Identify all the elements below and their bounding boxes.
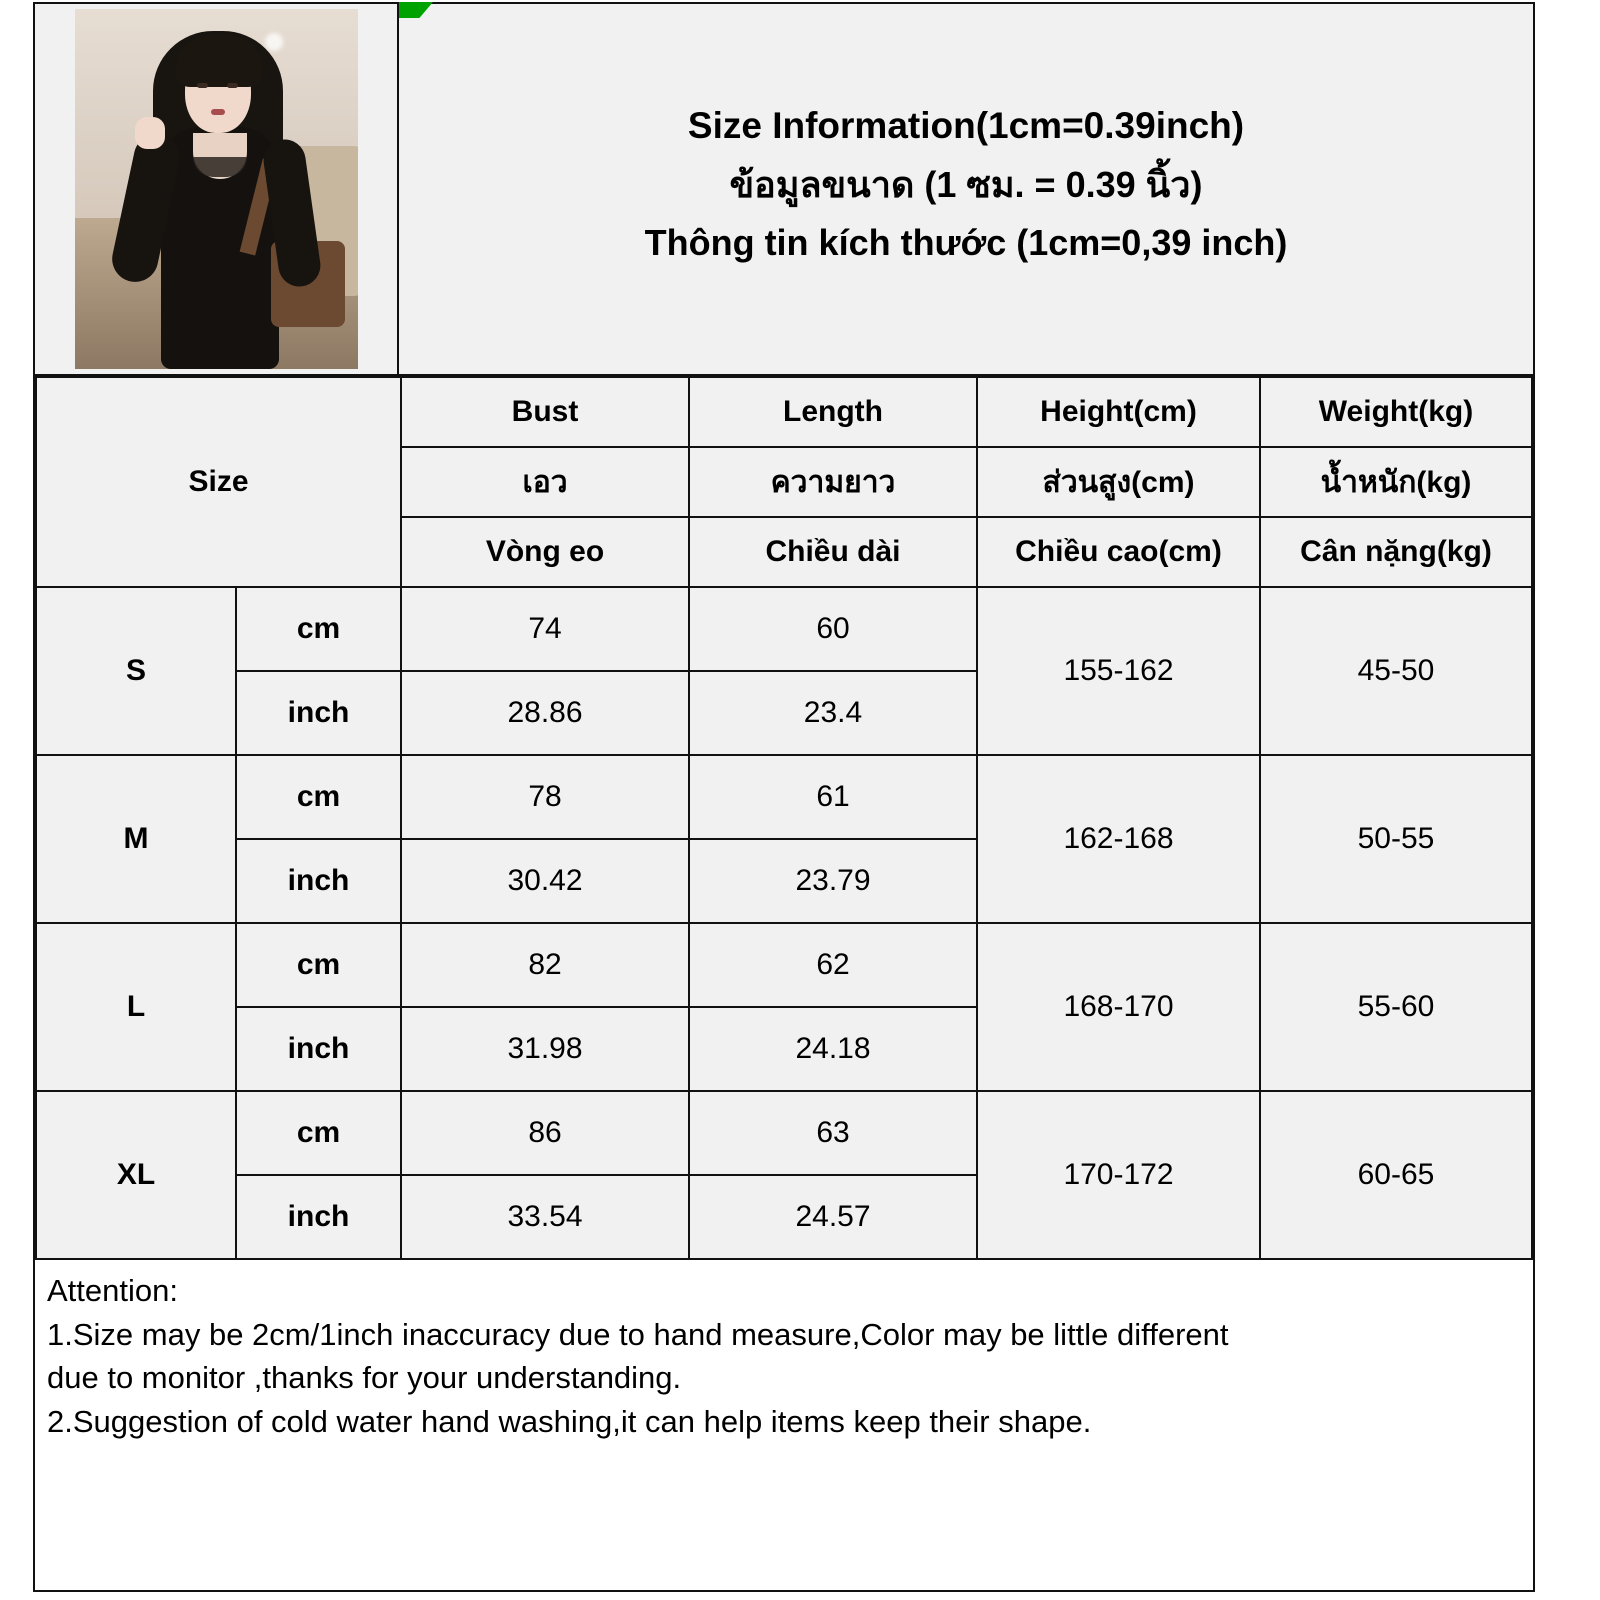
- attention-heading: Attention:: [47, 1273, 178, 1308]
- title-line-th: ข้อมูลขนาด (1 ซม. = 0.39 นิ้ว): [729, 163, 1203, 205]
- row-size-s: S: [36, 587, 236, 755]
- weight-l: 55-60: [1260, 923, 1532, 1091]
- row-size-l: L: [36, 923, 236, 1091]
- height-l: 168-170: [977, 923, 1260, 1091]
- photo-model-eye-left: [197, 83, 208, 88]
- header-length-th: ความยาว: [689, 447, 977, 517]
- length-inch-s: 23.4: [689, 671, 977, 755]
- weight-m: 50-55: [1260, 755, 1532, 923]
- row-size-xl: XL: [36, 1091, 236, 1259]
- photo-light-glow: [265, 33, 283, 51]
- row-size-m: M: [36, 755, 236, 923]
- table-row: [36, 755, 1532, 839]
- photo-model-lips: [211, 109, 225, 115]
- attention-line-3: 2.Suggestion of cold water hand washing,it can help items keep their shape.: [47, 1403, 1092, 1439]
- bust-inch-s: 28.86: [401, 671, 689, 755]
- photo-model-hair-front: [175, 35, 263, 87]
- product-photo-cell: [35, 4, 399, 374]
- header-bust-en: Bust: [401, 377, 689, 447]
- green-corner-mark: [399, 2, 433, 18]
- header-size-label: Size: [36, 377, 401, 587]
- height-s: 155-162: [977, 587, 1260, 755]
- size-chart-sheet: [33, 2, 1535, 1592]
- bust-cm-s: 74: [401, 587, 689, 671]
- bust-cm-xl: 86: [401, 1091, 689, 1175]
- length-cm-l: 62: [689, 923, 977, 1007]
- header-weight-en: Weight(kg): [1260, 377, 1532, 447]
- header-length-en: Length: [689, 377, 977, 447]
- table-row: [36, 587, 1532, 671]
- unit-cm-m: cm: [236, 755, 401, 839]
- length-cm-xl: 63: [689, 1091, 977, 1175]
- unit-cm-xl: cm: [236, 1091, 401, 1175]
- header-bust-th: เอว: [401, 447, 689, 517]
- header-height-th: ส่วนสูง(cm): [977, 447, 1260, 517]
- photo-model-eye-right: [227, 83, 238, 88]
- unit-inch-s: inch: [236, 671, 401, 755]
- unit-cm-l: cm: [236, 923, 401, 1007]
- attention-block: [35, 1260, 1533, 1442]
- height-xl: 170-172: [977, 1091, 1260, 1259]
- unit-inch-m: inch: [236, 839, 401, 923]
- size-table: [35, 376, 1533, 1260]
- title-line-en: Size Information(1cm=0.39inch): [687, 104, 1245, 146]
- length-inch-l: 24.18: [689, 1007, 977, 1091]
- header-height-vi: Chiều cao(cm): [977, 517, 1260, 587]
- bust-inch-m: 30.42: [401, 839, 689, 923]
- bust-inch-l: 31.98: [401, 1007, 689, 1091]
- table-header-row-en: [36, 377, 1532, 447]
- weight-xl: 60-65: [1260, 1091, 1532, 1259]
- length-inch-xl: 24.57: [689, 1175, 977, 1259]
- bust-cm-l: 82: [401, 923, 689, 1007]
- length-cm-m: 61: [689, 755, 977, 839]
- weight-s: 45-50: [1260, 587, 1532, 755]
- unit-inch-l: inch: [236, 1007, 401, 1091]
- length-cm-s: 60: [689, 587, 977, 671]
- header-weight-th: น้ำหนัก(kg): [1260, 447, 1532, 517]
- photo-model-hand: [135, 117, 165, 149]
- table-row: [36, 1091, 1532, 1175]
- attention-line-1: 1.Size may be 2cm/1inch inaccuracy due to hand measure,Color may be little different: [47, 1316, 1229, 1352]
- height-m: 162-168: [977, 755, 1260, 923]
- bust-inch-xl: 33.54: [401, 1175, 689, 1259]
- title-line-vi: Thông tin kích thước (1cm=0,39 inch): [644, 221, 1288, 263]
- unit-inch-xl: inch: [236, 1175, 401, 1259]
- unit-cm-s: cm: [236, 587, 401, 671]
- header-bust-vi: Vòng eo: [401, 517, 689, 587]
- header-length-vi: Chiều dài: [689, 517, 977, 587]
- attention-line-2: due to monitor ,thanks for your understanding.: [47, 1360, 682, 1396]
- header-weight-vi: Cân nặng(kg): [1260, 517, 1532, 587]
- header-height-en: Height(cm): [977, 377, 1260, 447]
- bust-cm-m: 78: [401, 755, 689, 839]
- chart-header: [35, 4, 1533, 376]
- title-cell: [399, 4, 1533, 374]
- length-inch-m: 23.79: [689, 839, 977, 923]
- table-row: [36, 923, 1532, 1007]
- product-photo: [75, 9, 358, 369]
